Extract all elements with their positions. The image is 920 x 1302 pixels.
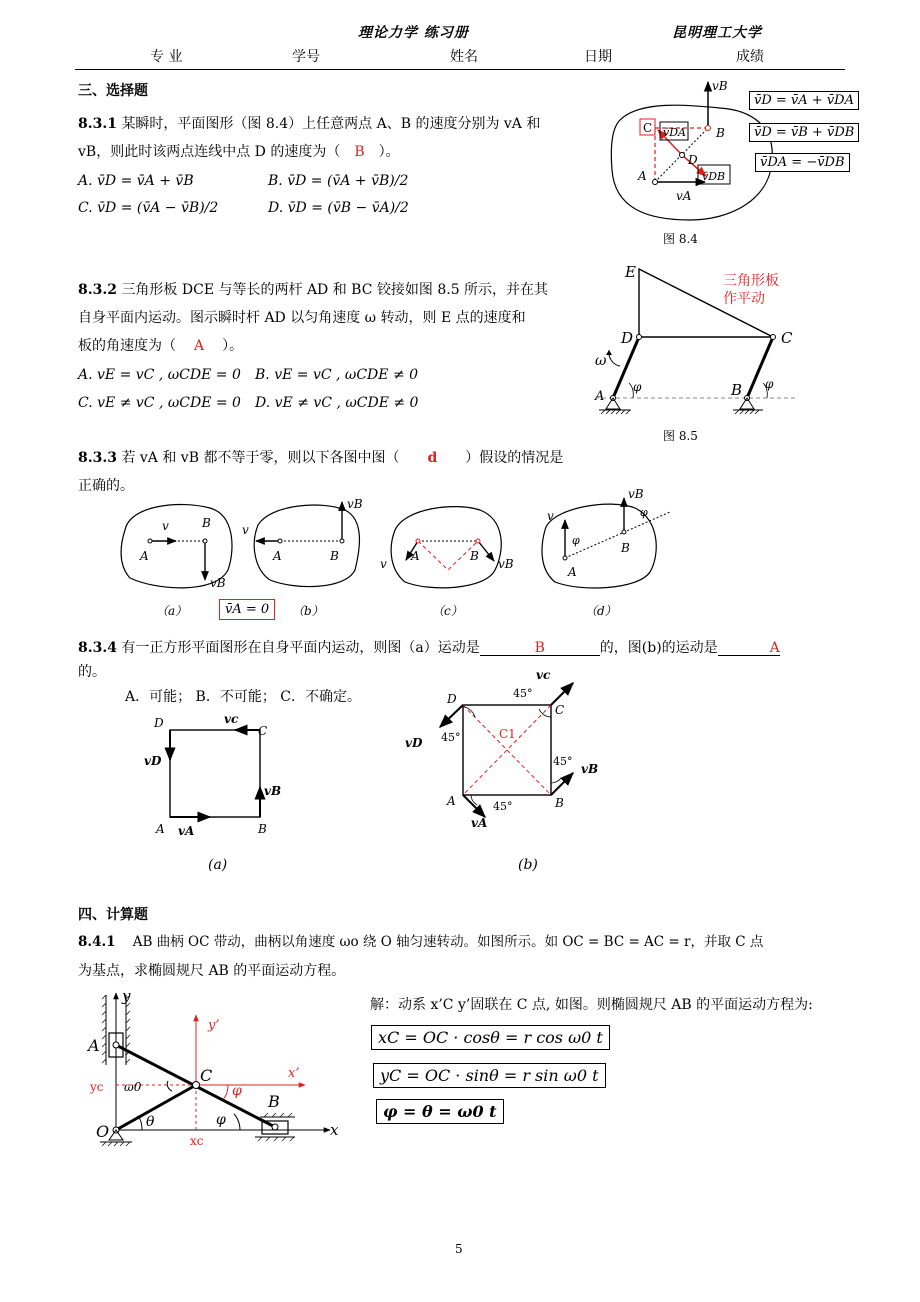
fig84-eq1: v̄D = v̄A + v̄DA <box>749 91 859 110</box>
calc-fig-label-xprime: x’ <box>288 1066 300 1081</box>
fig85-label-omega: ω <box>595 353 607 369</box>
field-name: 姓名 <box>450 49 478 65</box>
fig-d-label-v: v <box>547 509 554 523</box>
fig85-label-phi1: φ <box>633 380 642 394</box>
q832-option-a: A. vE = vC , ωCDE = 0 <box>78 367 241 383</box>
fig85-label-A: A <box>595 389 605 404</box>
calc-fig-label-theta: θ <box>146 1114 155 1130</box>
fig-b4-label-D: D <box>447 692 457 706</box>
calc-fig-label-B: B <box>268 1092 280 1111</box>
q831-line2: vB，则此时该两点连线中点 D 的速度为（ B ）。 <box>78 144 400 160</box>
q831-option-d: D. v̄D = (v̄B − v̄A)/2 <box>268 200 409 216</box>
q833-figures <box>110 487 680 600</box>
fig85-label-C: C <box>781 329 793 347</box>
q832-option-b: B. vE = vC , ωCDE ≠ 0 <box>255 367 419 383</box>
fig-d-label-phi2: φ <box>640 506 648 519</box>
q833-line2: 正确的。 <box>78 478 134 494</box>
fig-c-label-A: A <box>411 549 420 563</box>
fig-b4-label-vB: vB <box>581 762 599 776</box>
q832-line1: 8.3.2 三角形板 DCE 与等长的两杆 AD 和 BC 铰接如图 8.5 所示，并在其 <box>78 282 549 298</box>
q834-line1: 8.3.4 有一正方形平面图形在自身平面内运动，则图（a）运动是 B 的，图(b)的运动是 A <box>78 640 780 656</box>
fig84-label-C: C <box>643 121 653 135</box>
q834-caption-b: (b) <box>518 857 538 873</box>
fig84-label-D: D <box>688 153 698 167</box>
calc-fig-label-xc: xc <box>190 1134 204 1148</box>
fig84-label-A: A <box>638 169 647 183</box>
fig-a4-label-vA: vA <box>178 824 195 838</box>
q841-eq-xc: xC = OC · cosθ = r cos ω0 t <box>371 1025 610 1050</box>
fig84-caption: 图 8.4 <box>663 232 698 246</box>
fig85-label-E: E <box>625 263 636 281</box>
q833-caption-a: （a） <box>156 604 188 618</box>
workbook-title: 理论力学 练习册 <box>358 25 469 41</box>
q834-caption-a: (a) <box>208 857 228 873</box>
q834-answer-a: B <box>480 641 600 656</box>
fig-c-label-vB: vB <box>498 557 514 571</box>
fig-c-label-v: v <box>380 557 387 571</box>
fig-b-label-v: v <box>242 523 249 537</box>
fig-a-label-B: B <box>202 516 211 530</box>
q841-line2: 为基点，求椭圆规尺 AB 的平面运动方程。 <box>78 963 346 979</box>
q834-answer-b: A <box>718 641 780 656</box>
fig-a-label-A: A <box>140 549 149 563</box>
fig-a4-label-A: A <box>156 822 165 836</box>
fig84-eq3: v̄DA = −v̄DB <box>755 153 850 172</box>
fig85-caption: 图 8.5 <box>663 429 698 443</box>
fig84-label-vDA: v̄DA <box>663 126 686 139</box>
q833-caption-d: （d） <box>585 604 617 618</box>
calc-fig-label-x: x <box>330 1121 339 1139</box>
q833-answer: d <box>427 450 438 466</box>
fig-b-label-A: A <box>273 549 282 563</box>
q832-answer: A <box>194 338 205 354</box>
fig-b4-label-45-d: 45° <box>441 731 461 744</box>
fig85-label-phi2: φ <box>765 377 774 391</box>
q832-line2: 自身平面内运动。图示瞬时杆 AD 以匀角速度 ω 转动，则 E 点的速度和 <box>78 310 526 326</box>
fig84-label-B: B <box>716 126 725 140</box>
fig-a4-label-B: B <box>258 822 267 836</box>
fig85-label-D: D <box>621 329 634 347</box>
calc-fig-label-yprime: y’ <box>208 1018 220 1033</box>
fig-b4-label-C: C <box>555 703 565 717</box>
q841-eq-yc: yC = OC · sinθ = r sin ω0 t <box>373 1063 606 1088</box>
field-score: 成绩 <box>736 49 764 65</box>
calc-fig-label-O: O <box>96 1122 110 1141</box>
field-student-id: 学号 <box>292 49 320 65</box>
fig-b-label-vB: vB <box>347 497 363 511</box>
fig-a4-label-vc: vc <box>224 712 239 726</box>
q834-options: A．可能； B．不可能； C．不确定。 <box>125 689 362 705</box>
calc-fig-label-phi: φ <box>216 1112 226 1128</box>
q833-caption-b: （b） <box>292 604 324 618</box>
field-major: 专 业 <box>150 49 183 65</box>
fig84-label-vDB: v̄DB <box>702 170 726 183</box>
fig-c-body <box>391 507 501 588</box>
q841-eq-phi: φ = θ = ω0 t <box>376 1099 504 1124</box>
fig84-label-vB: vB <box>712 79 728 93</box>
figure-8-5 <box>585 255 815 425</box>
fig85-label-B: B <box>731 381 743 399</box>
q833-line1: 8.3.3 若 vA 和 vB 都不等于零，则以下各图中图（ d ）假设的情况是 <box>78 450 564 466</box>
q833-note-box: v̄A = 0 <box>219 599 275 620</box>
fig-b4-label-vD: vD <box>405 736 423 750</box>
q831-option-a: A. v̄D = v̄A + v̄B <box>78 173 194 189</box>
calc-fig-label-A: A <box>88 1036 100 1055</box>
q832-line3: 板的角速度为（ A ）。 <box>78 338 244 354</box>
fig-b4-label-A: A <box>447 794 456 808</box>
calc-fig-label-yc: yc <box>90 1080 104 1094</box>
fig84-eq2: v̄D = v̄B + v̄DB <box>749 123 859 142</box>
fig-b4-label-C1: C1 <box>499 727 516 741</box>
q834-line2: 的。 <box>78 664 106 680</box>
fig85-note-line2: 作平动 <box>723 291 765 307</box>
q831-option-b: B. v̄D = (v̄A + v̄B)/2 <box>268 173 409 189</box>
fig-b4-label-B: B <box>555 796 564 810</box>
fig-a-label-vB: vB <box>210 576 226 590</box>
fig-b4-label-45-a: 45° <box>493 800 513 813</box>
q831-option-c: C. v̄D = (v̄A − v̄B)/2 <box>78 200 219 216</box>
fig-d-label-B: B <box>621 541 630 555</box>
fig-d-label-phi1: φ <box>572 534 580 547</box>
fig-a4-label-D: D <box>154 716 164 730</box>
fig-a-label-v: v <box>162 519 169 533</box>
fig-b4-label-vc: vc <box>536 668 551 682</box>
calc-fig-label-C: C <box>200 1066 213 1085</box>
fig-b4-label-45-c: 45° <box>513 687 533 700</box>
calc-fig-label-omega0: ω0 <box>124 1080 142 1094</box>
fig-a4-label-vB: vB <box>264 784 282 798</box>
q841-line1: 8.4.1 AB 曲柄 OC 带动，曲柄以角速度 ωo 绕 O 轴匀速转动。如图所示。如 OC = BC = AC = r，并取 C 点 <box>78 934 764 950</box>
fig-b-label-B: B <box>330 549 339 563</box>
ellipse-compass-figure <box>80 985 345 1150</box>
fig-c-label-B: B <box>470 549 479 563</box>
calc-fig-label-phi-red: φ <box>232 1083 242 1099</box>
q831-line1: 8.3.1 某瞬时，平面图形（图 8.4）上任意两点 A、B 的速度分别为 vA 和 <box>78 116 541 132</box>
fig-b-body <box>254 505 359 587</box>
q833-caption-c: （c） <box>432 604 463 618</box>
fig-b4-label-45-b: 45° <box>553 755 573 768</box>
section4-heading: 四、计算题 <box>78 907 148 923</box>
q832-option-c: C. vE ≠ vC , ωCDE = 0 <box>78 395 241 411</box>
fig-d-label-vB: vB <box>628 487 644 501</box>
section3-heading: 三、选择题 <box>78 83 148 99</box>
university-name: 昆明理工大学 <box>672 25 762 41</box>
q841-solution: 解：动系 x’C y’固联在 C 点, 如图。则椭圆规尺 AB 的平面运动方程为: <box>370 997 813 1013</box>
fig84-label-vA: vA <box>676 189 692 203</box>
q832-option-d: D. vE ≠ vC , ωCDE ≠ 0 <box>255 395 419 411</box>
calc-fig-label-y: y <box>122 987 131 1005</box>
fig-b4-label-vA: vA <box>471 816 488 830</box>
q834-figure-b <box>395 665 615 835</box>
q834-figure-a <box>140 705 290 840</box>
fig85-note-line1: 三角形板 <box>723 273 779 289</box>
q831-answer: B <box>354 144 365 160</box>
field-date: 日期 <box>584 49 612 65</box>
fig-d-label-A: A <box>568 565 577 579</box>
page-number: 5 <box>455 1242 463 1256</box>
fig-a4-label-vD: vD <box>144 754 162 768</box>
fig-a4-label-C: C <box>258 724 268 738</box>
